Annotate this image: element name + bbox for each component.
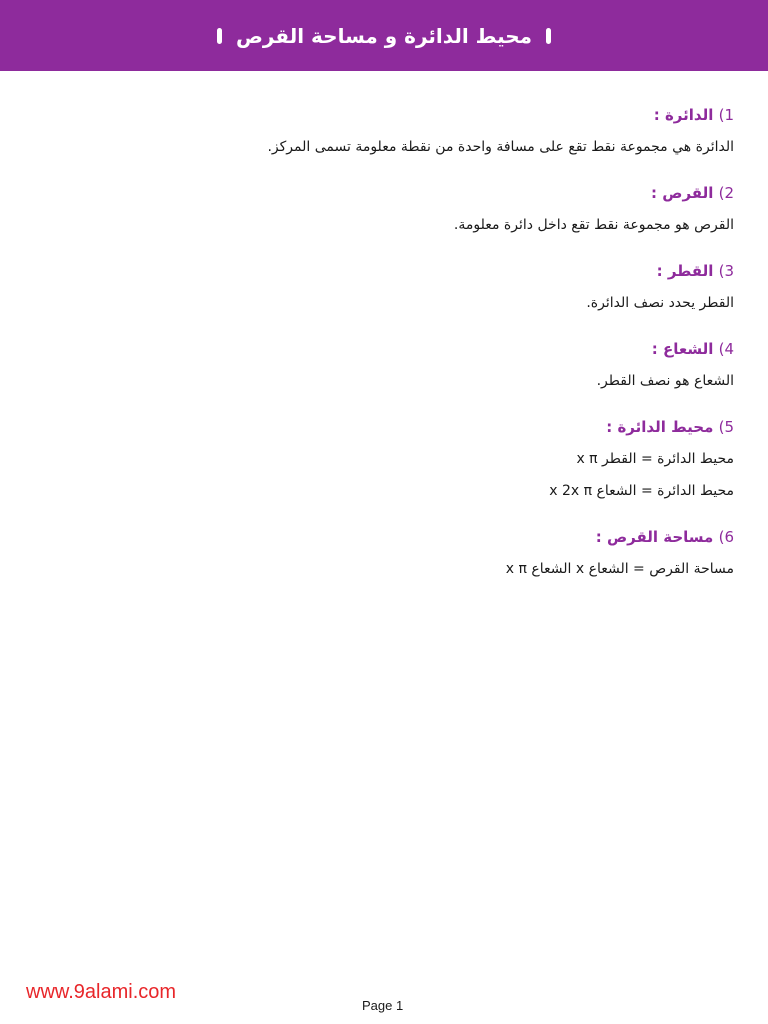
section-number: 5) <box>718 418 734 436</box>
section-number: 3) <box>718 262 734 280</box>
content-body <box>34 104 734 604</box>
section-perimeter <box>34 416 734 502</box>
formula-line: محيط الدائرة = القطر x π <box>576 451 734 467</box>
section-diameter <box>34 260 734 314</box>
section-heading <box>34 338 734 360</box>
header-title-group <box>217 24 551 48</box>
section-heading <box>34 416 734 438</box>
section-number: 1) <box>718 106 734 124</box>
section-title: الشعاع : <box>651 340 714 358</box>
section-title: القطر : <box>656 262 714 280</box>
section-text: القطر يحدد نصف الدائرة. <box>586 295 734 311</box>
page-title: محيط الدائرة و مساحة القرص <box>235 23 533 48</box>
section-number: 6) <box>718 528 734 546</box>
section-text: الشعاع هو نصف القطر. <box>596 373 734 389</box>
section-number: 4) <box>718 340 734 358</box>
page-number: Page 1 <box>362 998 404 1013</box>
bracket-left-icon <box>217 28 222 44</box>
section-title: الدائرة : <box>653 106 714 124</box>
section-title: القرص : <box>651 184 714 202</box>
bracket-right-icon <box>546 28 551 44</box>
section-text: الدائرة هي مجموعة نقط تقع على مسافة واحدة من نقطة معلومة تسمى المركز. <box>267 139 734 155</box>
section-text: القرص هو مجموعة نقط تقع داخل دائرة معلومة. <box>453 217 734 233</box>
section-area <box>34 526 734 580</box>
section-disk <box>34 182 734 236</box>
section-heading <box>34 526 734 548</box>
website-link[interactable]: www.9alami.com <box>26 981 177 1003</box>
header-bar <box>0 0 768 71</box>
section-heading <box>34 104 734 126</box>
formula-line: محيط الدائرة = الشعاع x 2x π <box>549 483 734 499</box>
section-title: مساحة القرص : <box>595 528 714 546</box>
section-heading <box>34 260 734 282</box>
section-circle <box>34 104 734 158</box>
section-number: 2) <box>718 184 734 202</box>
section-radius <box>34 338 734 392</box>
section-title: محيط الدائرة : <box>606 418 714 436</box>
section-heading <box>34 182 734 204</box>
formula-line: مساحة القرص = الشعاع x الشعاع x π <box>505 561 734 577</box>
